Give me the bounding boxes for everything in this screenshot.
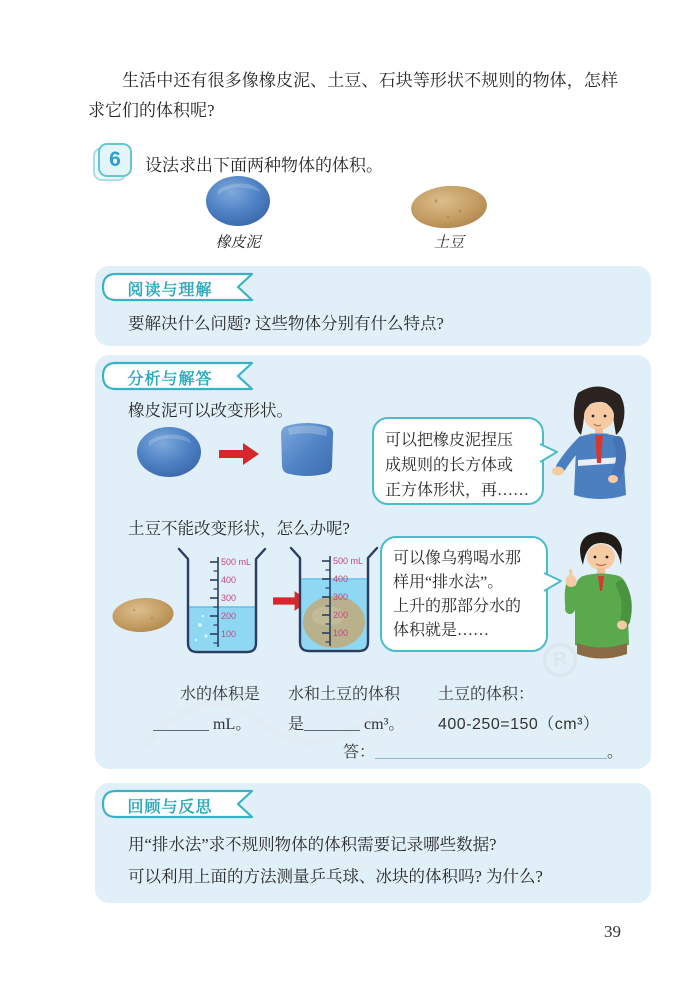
svg-text:200: 200 — [333, 610, 349, 620]
total-volume-unit: cm³。 — [364, 716, 405, 733]
section-review-banner — [101, 789, 255, 819]
bubble-line: 可以像乌鸦喝水那 — [393, 550, 522, 567]
example-prompt: 设法求出下面两种物体的体积。 — [145, 156, 383, 175]
section-review-reflect — [95, 783, 651, 903]
page-number: 39 — [604, 922, 621, 941]
svg-text:200: 200 — [221, 611, 237, 621]
section-read-understand — [95, 266, 651, 346]
transform-arrow-icon — [219, 443, 259, 465]
svg-text:100: 100 — [221, 629, 237, 639]
svg-text:500 mL: 500 mL — [221, 557, 252, 567]
volume-equation: 400-250=150（cm³） — [438, 716, 600, 733]
bubble-line: 体积就是…… — [393, 622, 490, 639]
beaker-with-potato — [288, 546, 380, 658]
section-read-banner — [101, 272, 255, 302]
potato-volume-label: 土豆的体积： — [438, 686, 535, 703]
bubble-line: 成规则的长方体或 — [385, 457, 514, 474]
bubble-line: 正方体形状，再…… — [385, 482, 530, 499]
section-analyze-answer — [95, 355, 651, 769]
potato-small-image — [110, 591, 176, 639]
read-question: 要解决什么问题? 这些物体分别有什么特点? — [128, 314, 444, 333]
beaker-water-only — [176, 547, 268, 659]
water-volume-blank — [153, 716, 209, 731]
example-number-badge — [96, 143, 136, 183]
svg-text:300: 300 — [221, 593, 237, 603]
registered-trademark-watermark: R — [541, 641, 579, 679]
potato-statement: 土豆不能改变形状，怎么办呢? — [128, 519, 350, 538]
total-volume-prefix: 是 — [288, 716, 305, 733]
section-review-title: 回顾与反思 — [127, 799, 213, 816]
svg-text:300: 300 — [333, 592, 349, 602]
answer-period: 。 — [607, 744, 624, 761]
water-volume-blank-row — [153, 711, 251, 734]
clay-ball-image — [204, 174, 272, 228]
intro-paragraph: 生活中还有很多像橡皮泥、土豆、石块等形状不规则的物体，怎样求它们的体积呢? — [88, 71, 618, 120]
bubble-line: 上升的那部分水的 — [393, 598, 522, 615]
clay-ball-before — [135, 425, 203, 479]
total-volume-label: 水和土豆的体积 — [288, 686, 401, 703]
svg-text:100: 100 — [333, 628, 349, 638]
section-analyze-title: 分析与解答 — [127, 371, 213, 388]
svg-text:500 mL: 500 mL — [333, 556, 364, 566]
total-volume-blank-row — [288, 711, 404, 734]
speech-bubble-clay — [372, 417, 544, 505]
clay-statement: 橡皮泥可以改变形状。 — [128, 401, 293, 420]
answer-label: 答： — [343, 744, 376, 761]
speech-bubble-displacement — [380, 536, 548, 652]
total-volume-blank — [304, 716, 360, 731]
potato-label: 土豆 — [433, 235, 464, 251]
bubble-line: 可以把橡皮泥捏压 — [385, 432, 514, 449]
girl-student-illustration — [552, 383, 647, 511]
svg-text:400: 400 — [221, 575, 237, 585]
clay-cube-after — [275, 419, 339, 479]
potato-image — [408, 183, 490, 231]
example-number: 6 — [98, 143, 132, 177]
clay-label: 橡皮泥 — [215, 235, 261, 251]
section-read-title: 阅读与理解 — [127, 282, 213, 299]
water-volume-unit: mL。 — [213, 716, 252, 733]
bubble-line: 样用“排水法”。 — [393, 574, 504, 591]
section-analyze-banner — [101, 361, 255, 391]
review-question-1: 用“排水法”求不规则物体的体积需要记录哪些数据? — [128, 835, 497, 854]
final-answer-row — [343, 739, 623, 762]
review-question-2: 可以利用上面的方法测量乒乓球、冰块的体积吗? 为什么? — [128, 867, 543, 886]
water-volume-label: 水的体积是 — [180, 686, 261, 703]
svg-text:400: 400 — [333, 574, 349, 584]
final-answer-blank — [375, 744, 607, 759]
